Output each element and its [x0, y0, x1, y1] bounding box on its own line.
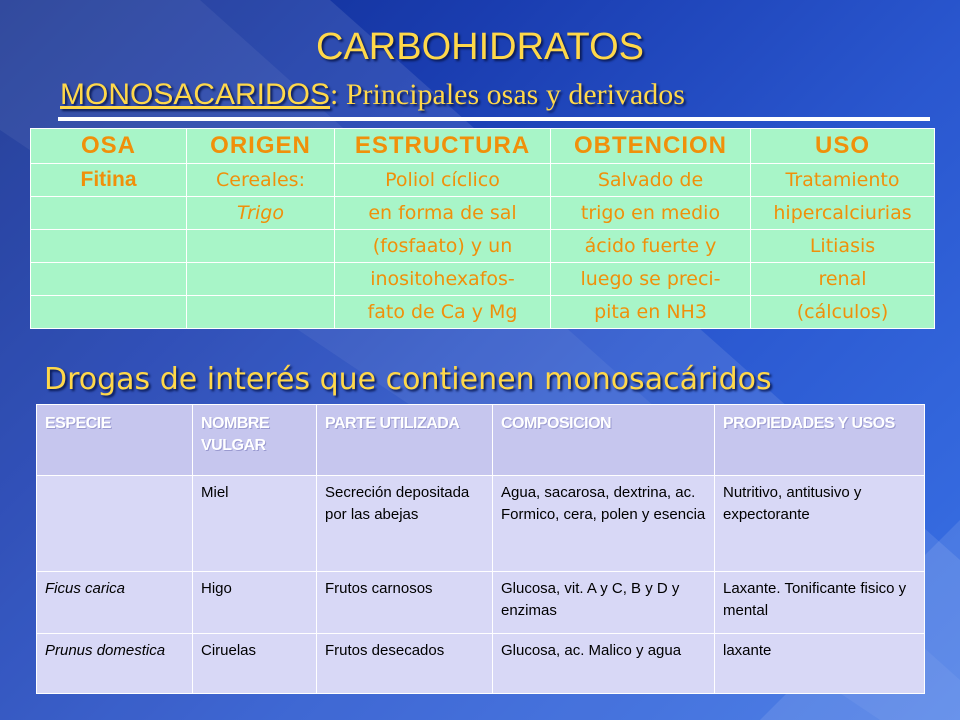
table-cell: renal [751, 263, 935, 296]
table-cell: (cálculos) [751, 296, 935, 329]
table-row [37, 476, 925, 572]
table-cell: Laxante. Tonificante fisico y mental [715, 572, 925, 634]
drogas-table [36, 404, 925, 694]
table-cell: Cereales: [187, 164, 335, 197]
header-cell: PROPIEDADES Y USOS [715, 405, 925, 476]
osas-table-header [31, 129, 935, 164]
header-cell: OBTENCION [551, 129, 751, 164]
table-cell [31, 197, 187, 230]
table-cell: Higo [193, 572, 317, 634]
header-cell: PARTE UTILIZADA [317, 405, 493, 476]
table-row [31, 263, 935, 296]
table-cell: Litiasis [751, 230, 935, 263]
table-cell: en forma de sal [335, 197, 551, 230]
table-cell [37, 476, 193, 572]
table-cell: Ciruelas [193, 634, 317, 694]
header-cell: COMPOSICION [493, 405, 715, 476]
table-cell: pita en NH3 [551, 296, 751, 329]
table-cell: Tratamiento [751, 164, 935, 197]
table-row [31, 197, 935, 230]
drogas-table-header [37, 405, 925, 476]
header-cell: ESTRUCTURA [335, 129, 551, 164]
table-cell [187, 296, 335, 329]
table-cell [31, 296, 187, 329]
table-cell: laxante [715, 634, 925, 694]
table-cell: Glucosa, ac. Malico y agua [493, 634, 715, 694]
header-cell: OSA [31, 129, 187, 164]
table-cell [31, 263, 187, 296]
table-cell: trigo en medio [551, 197, 751, 230]
table-cell: Prunus domestica [37, 634, 193, 694]
table-cell: Frutos carnosos [317, 572, 493, 634]
table-cell: Frutos desecados [317, 634, 493, 694]
table-row [31, 230, 935, 263]
table-cell: Ficus carica [37, 572, 193, 634]
header-cell: ORIGEN [187, 129, 335, 164]
table-cell: (fosfaato) y un [335, 230, 551, 263]
header-cell: NOMBRE VULGAR [193, 405, 317, 476]
section-title-drogas: Drogas de interés que contienen monosacáridos [44, 362, 772, 397]
table-cell: hipercalciurias [751, 197, 935, 230]
table-cell [187, 230, 335, 263]
header-cell: ESPECIE [37, 405, 193, 476]
table-row [31, 164, 935, 197]
table-cell: Poliol cíclico [335, 164, 551, 197]
table-row [37, 572, 925, 634]
subtitle-monosacaridos: MONOSACARIDOS [60, 78, 331, 111]
table-cell: Trigo [187, 197, 335, 230]
table-cell: fato de Ca y Mg [335, 296, 551, 329]
header-cell: USO [751, 129, 935, 164]
table-cell: Agua, sacarosa, dextrina, ac. Formico, cera, polen y esencia [493, 476, 715, 572]
table-cell: Nutritivo, antitusivo y expectorante [715, 476, 925, 572]
table-row [31, 296, 935, 329]
osas-table [30, 128, 935, 329]
table-cell: Glucosa, vit. A y C, B y D y enzimas [493, 572, 715, 634]
table-cell: luego se preci- [551, 263, 751, 296]
table-cell [31, 230, 187, 263]
page-title: CARBOHIDRATOS [316, 26, 644, 68]
table-cell: ácido fuerte y [551, 230, 751, 263]
table-cell [187, 263, 335, 296]
table-cell: Secreción depositada por las abejas [317, 476, 493, 572]
table-row [37, 634, 925, 694]
subtitle-rest: : Principales osas y derivados [330, 78, 685, 111]
table-cell: Fitina [31, 164, 187, 197]
table-cell: Miel [193, 476, 317, 572]
table-cell: inositohexafos- [335, 263, 551, 296]
page-subtitle [60, 78, 685, 112]
title-divider [58, 117, 930, 121]
table-cell: Salvado de [551, 164, 751, 197]
